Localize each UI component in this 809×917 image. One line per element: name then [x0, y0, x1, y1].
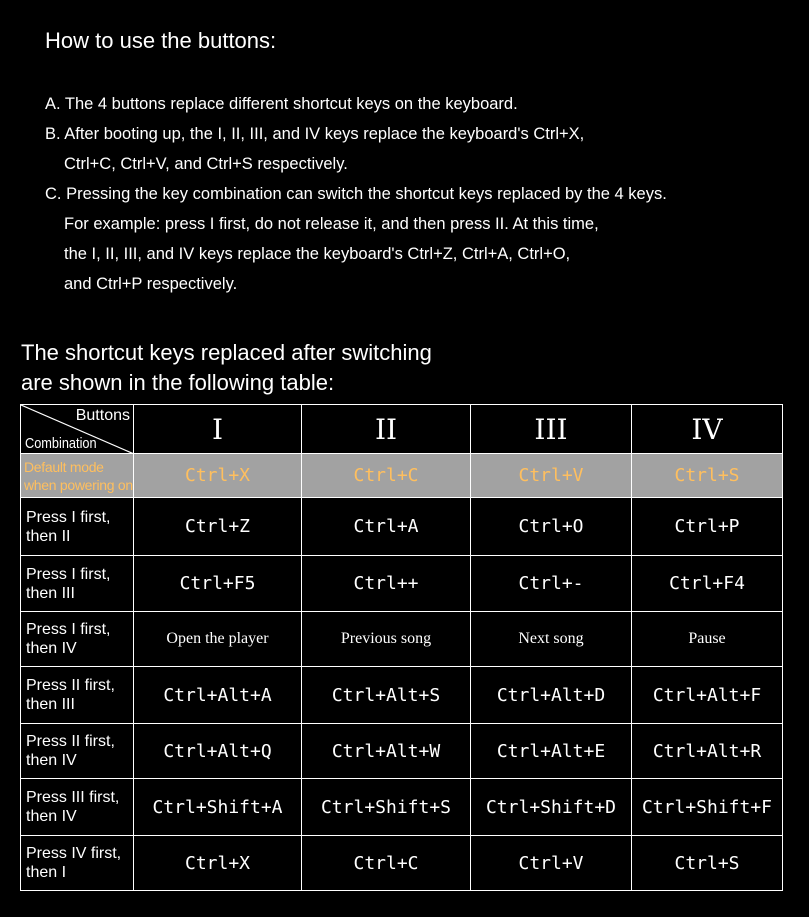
table-caption [21, 338, 432, 398]
shortcut-cell: Ctrl+Alt+S [302, 667, 471, 724]
row-label [21, 556, 134, 612]
shortcut-cell: Ctrl+F5 [134, 556, 302, 612]
table-row [21, 836, 783, 891]
row-label-line: then IV [26, 752, 77, 769]
shortcut-cell: Ctrl+Alt+E [471, 724, 632, 779]
instruction-line: Ctrl+C, Ctrl+V, and Ctrl+S respectively. [64, 155, 348, 173]
instruction-line: B. After booting up, the I, II, III, and IV keys replace the keyboard's Ctrl+X, [45, 125, 585, 143]
shortcut-cell: Ctrl+C [302, 836, 471, 891]
shortcut-cell: Ctrl++ [302, 556, 471, 612]
table-row [21, 498, 783, 556]
instruction-line: C. Pressing the key combination can switch the shortcut keys replaced by the 4 keys. [45, 185, 667, 203]
shortcut-cell: Ctrl+X [134, 836, 302, 891]
row-label [21, 454, 134, 498]
shortcut-cell: Ctrl+S [632, 836, 783, 891]
row-label-line: then II [26, 527, 71, 545]
row-label [21, 612, 134, 667]
row-label-line: then IV [26, 808, 77, 825]
corner-label-buttons: Buttons [75, 407, 130, 424]
column-header-II: II [302, 405, 471, 454]
table-row [21, 667, 783, 724]
shortcut-table [20, 404, 783, 891]
row-label [21, 836, 134, 891]
row-label [21, 498, 134, 556]
caption-line: The shortcut keys replaced after switching [21, 340, 432, 365]
default-mode-row [21, 454, 783, 498]
shortcut-cell: Ctrl+- [471, 556, 632, 612]
table-row [21, 724, 783, 779]
corner-label-combination: Combination [25, 435, 97, 452]
shortcut-cell: Ctrl+A [302, 498, 471, 556]
row-label-line: then IV [26, 640, 77, 657]
row-label-line: Press II first, [26, 733, 115, 750]
row-label-line: when powering on [24, 476, 133, 493]
row-label-line: then III [26, 584, 75, 602]
shortcut-cell: Ctrl+S [632, 454, 783, 498]
shortcut-cell: Ctrl+Alt+W [302, 724, 471, 779]
row-label-line: Press II first, [26, 677, 115, 694]
column-header-III: III [471, 405, 632, 454]
row-label-line: Default mode [24, 458, 104, 475]
shortcut-cell: Pause [632, 612, 783, 667]
shortcut-cell: Ctrl+Shift+A [134, 779, 302, 836]
row-label-line: Press I first, [26, 621, 111, 638]
instruction-line: A. The 4 buttons replace different shortcut keys on the keyboard. [45, 95, 518, 113]
shortcut-cell: Ctrl+F4 [632, 556, 783, 612]
instruction-line: For example: press I first, do not release it, and then press II. At this time, [64, 215, 599, 233]
shortcut-cell: Ctrl+V [471, 454, 632, 498]
shortcut-cell: Ctrl+Z [134, 498, 302, 556]
row-label-line: then I [26, 864, 67, 881]
shortcut-cell: Ctrl+Shift+D [471, 779, 632, 836]
shortcut-cell: Ctrl+Shift+F [632, 779, 783, 836]
row-label-line: then III [26, 696, 75, 713]
header-row [21, 405, 783, 454]
page-heading: How to use the buttons: [45, 28, 277, 53]
row-label [21, 779, 134, 836]
shortcut-cell: Next song [471, 612, 632, 667]
shortcut-cell: Ctrl+Alt+D [471, 667, 632, 724]
shortcut-cell: Ctrl+Alt+Q [134, 724, 302, 779]
table-row [21, 612, 783, 667]
instructions [45, 89, 667, 299]
instruction-line: and Ctrl+P respectively. [64, 275, 238, 293]
row-label [21, 724, 134, 779]
row-label-line: Press I first, [26, 508, 111, 526]
column-header-IV: IV [632, 405, 783, 454]
shortcut-cell: Ctrl+P [632, 498, 783, 556]
shortcut-cell: Ctrl+C [302, 454, 471, 498]
table-row [21, 556, 783, 612]
row-label-line: Press IV first, [26, 845, 122, 862]
corner-header-cell [21, 405, 134, 454]
caption-line: are shown in the following table: [21, 370, 335, 395]
row-label [21, 667, 134, 724]
shortcut-cell: Ctrl+Alt+A [134, 667, 302, 724]
shortcut-cell: Ctrl+Shift+S [302, 779, 471, 836]
shortcut-cell: Ctrl+X [134, 454, 302, 498]
shortcut-cell: Ctrl+Alt+F [632, 667, 783, 724]
row-label-line: Press I first, [26, 565, 111, 583]
row-label-line: Press III first, [26, 789, 120, 806]
shortcut-cell: Previous song [302, 612, 471, 667]
instruction-line: the I, II, III, and IV keys replace the keyboard's Ctrl+Z, Ctrl+A, Ctrl+O, [64, 245, 571, 263]
column-header-I: I [134, 405, 302, 454]
shortcut-cell: Ctrl+V [471, 836, 632, 891]
shortcut-cell: Open the player [134, 612, 302, 667]
table-row [21, 779, 783, 836]
shortcut-cell: Ctrl+Alt+R [632, 724, 783, 779]
shortcut-cell: Ctrl+O [471, 498, 632, 556]
